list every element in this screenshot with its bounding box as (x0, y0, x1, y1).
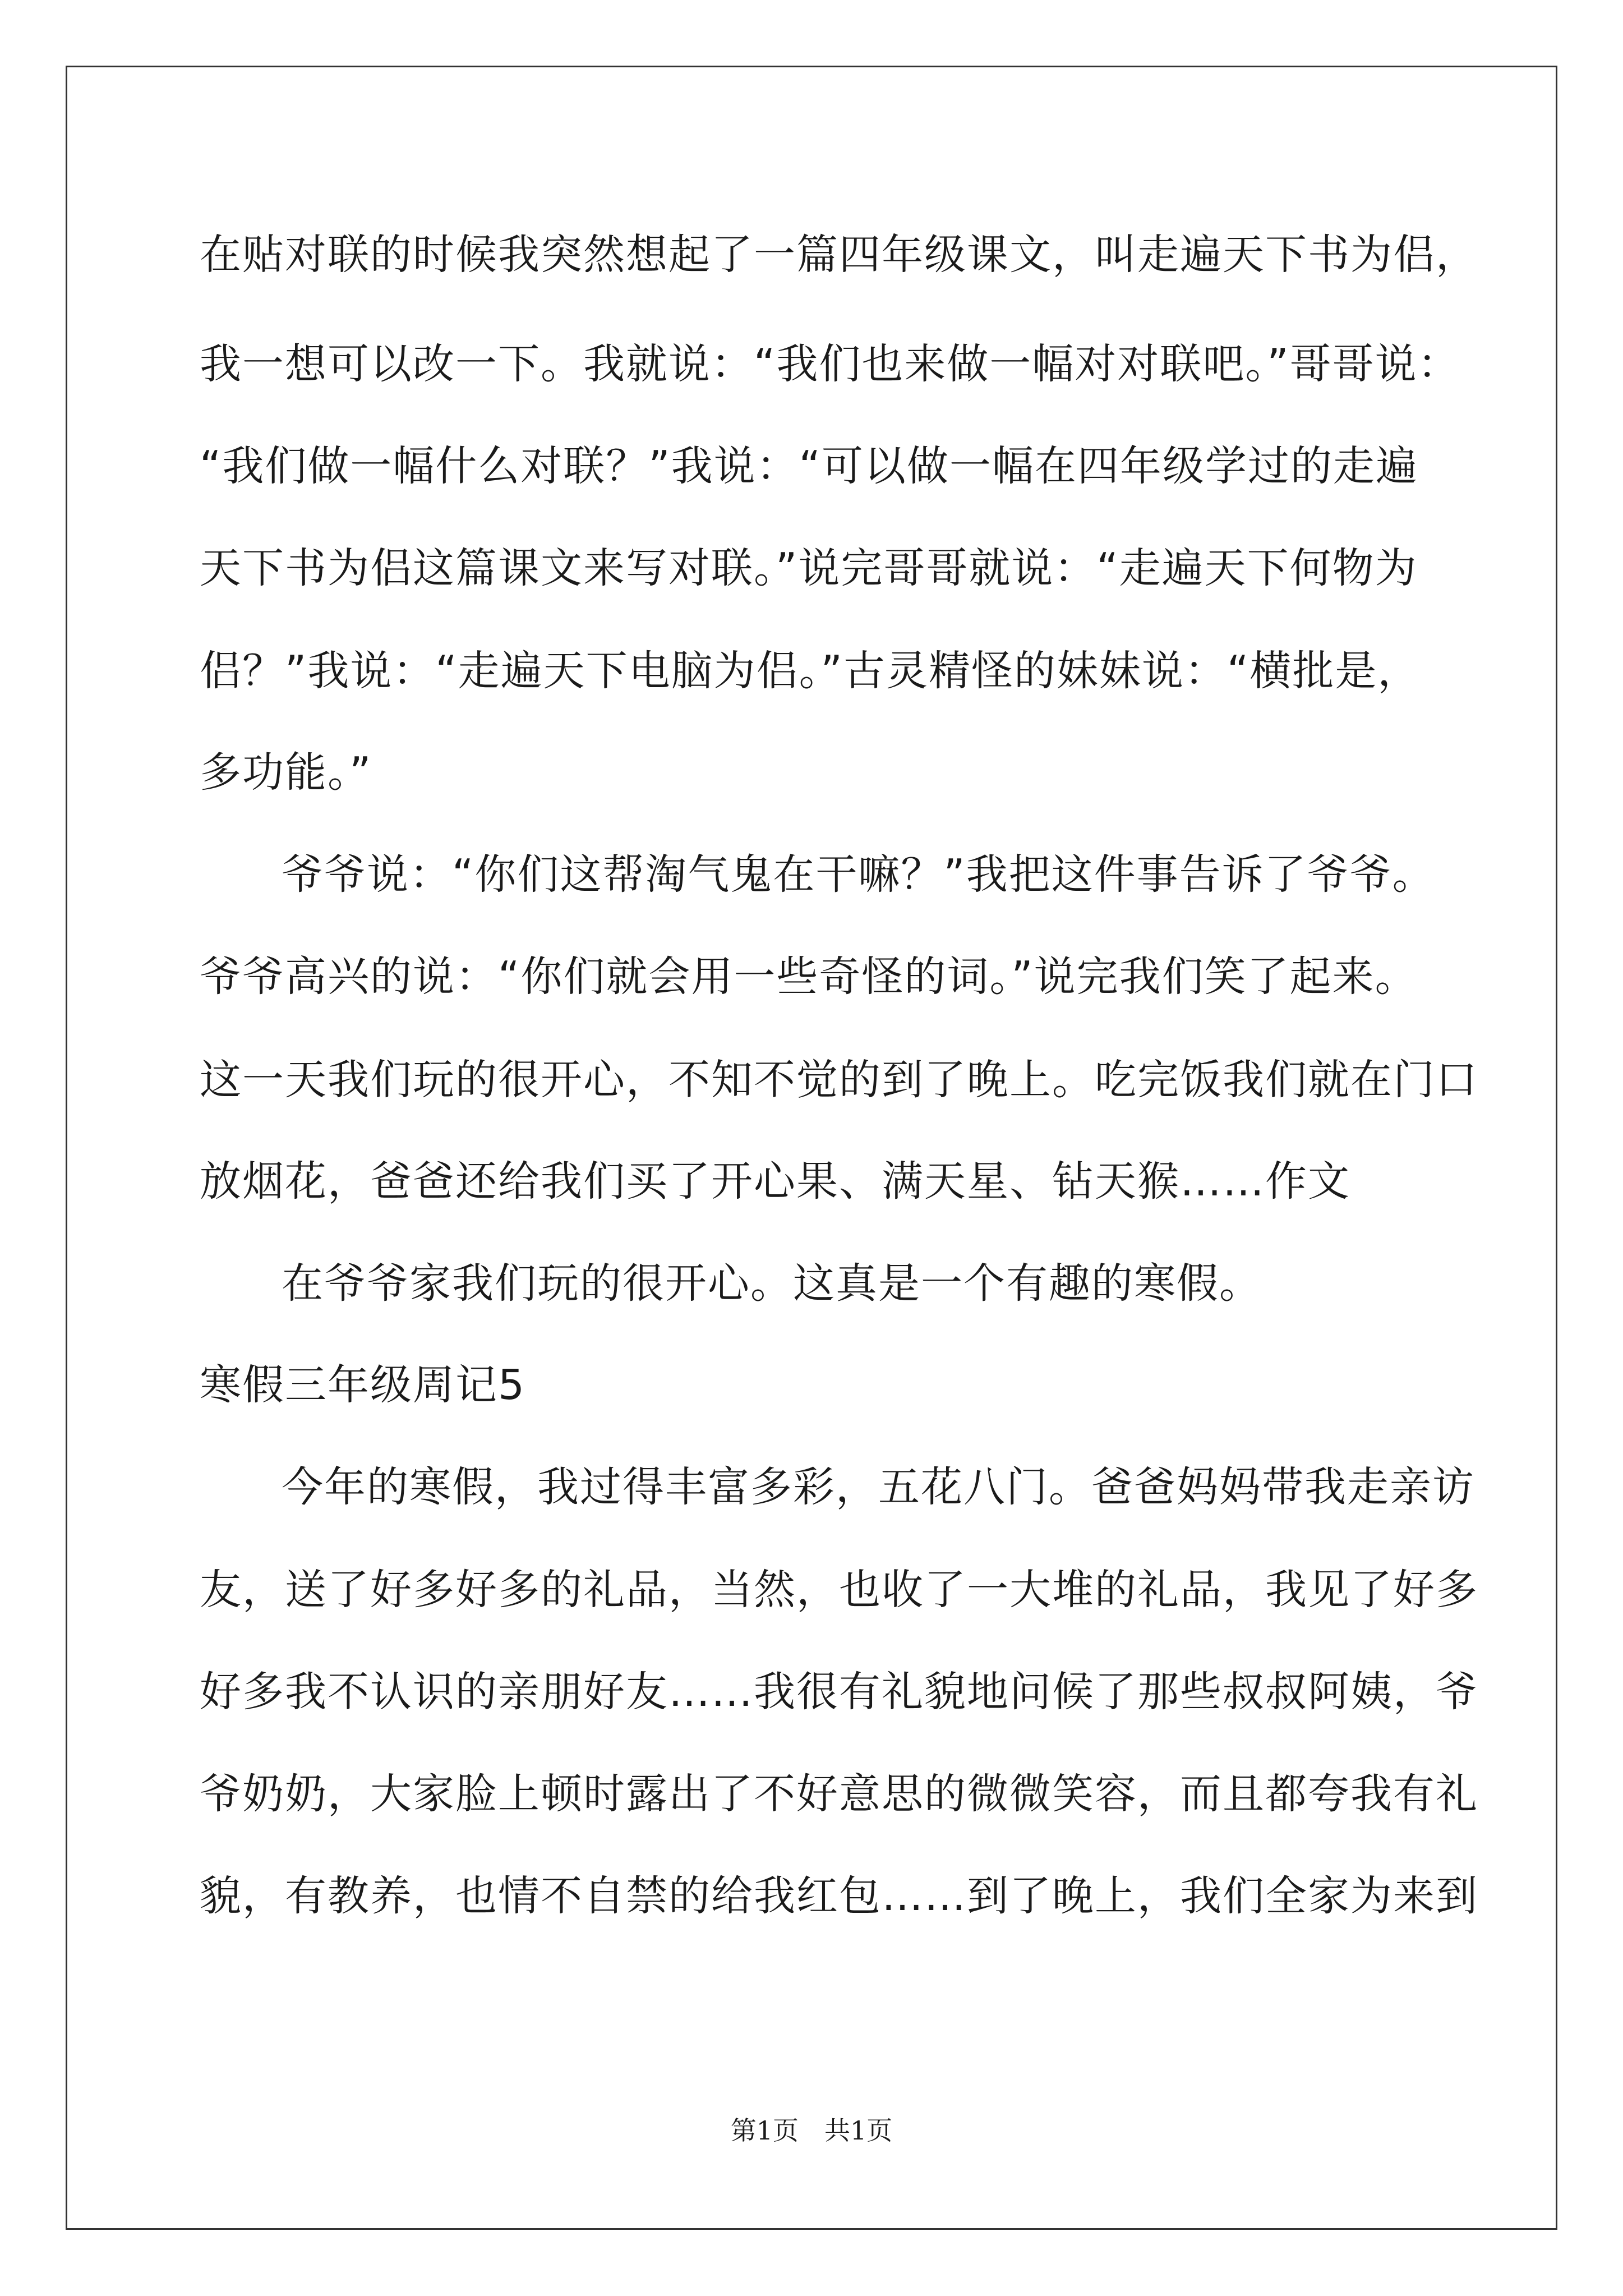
paragraph-line: 貌，有教养，也情不自禁的给我红包……到了晚上，我们全家为来到 (200, 1872, 1478, 1920)
paragraph-line: 侣？”我说：“走遍天下电脑为侣。”古灵精怪的妹妹说：“横批是， (200, 647, 1421, 695)
paragraph-line: 我一想可以改一下。我就说：“我们也来做一幅对对联吧。”哥哥说： (200, 340, 1460, 388)
paragraph-line: 多功能。” (200, 748, 372, 797)
paragraph-line: 这一天我们玩的很开心，不知不觉的到了晚上。吃完饭我们就在门口 (200, 1056, 1478, 1104)
paragraph-line: 爷爷高兴的说：“你们就会用一些奇怪的词。”说完我们笑了起来。 (200, 953, 1418, 1001)
paragraph-line: 友，送了好多好多的礼品，当然，也收了一大堆的礼品，我见了好多 (200, 1566, 1478, 1614)
paragraph-line: 好多我不认识的亲朋好友……我很有礼貌地问候了那些叔叔阿姨，爷 (200, 1668, 1478, 1716)
section-heading: 寒假三年级周记5 (200, 1361, 526, 1409)
paragraph-line: 爷奶奶，大家脸上顿时露出了不好意思的微微笑容，而且都夸我有礼 (200, 1770, 1478, 1818)
page-number-footer: 第1页 共1页 (730, 2115, 893, 2146)
paragraph-line: 在贴对联的时候我突然想起了一篇四年级课文，叫走遍天下书为侣， (200, 231, 1478, 279)
paragraph-line: 爷爷说：“你们这帮淘气鬼在干嘛？”我把这件事告诉了爷爷。 (282, 850, 1435, 899)
paragraph-line: 放烟花，爸爸还给我们买了开心果、满天星、钻天猴……作文 (200, 1157, 1350, 1205)
paragraph-line: 在爷爷家我们玩的很开心。这真是一个有趣的寒假。 (282, 1259, 1262, 1308)
paragraph-line: “我们做一幅什么对联？”我说：“可以做一幅在四年级学过的走遍 (200, 442, 1419, 490)
paragraph-line: 天下书为侣这篇课文来写对联。”说完哥哥就说：“走遍天下何物为 (200, 544, 1418, 592)
paragraph-line: 今年的寒假，我过得丰富多彩，五花八门。爸爸妈妈带我走亲访 (282, 1463, 1475, 1511)
